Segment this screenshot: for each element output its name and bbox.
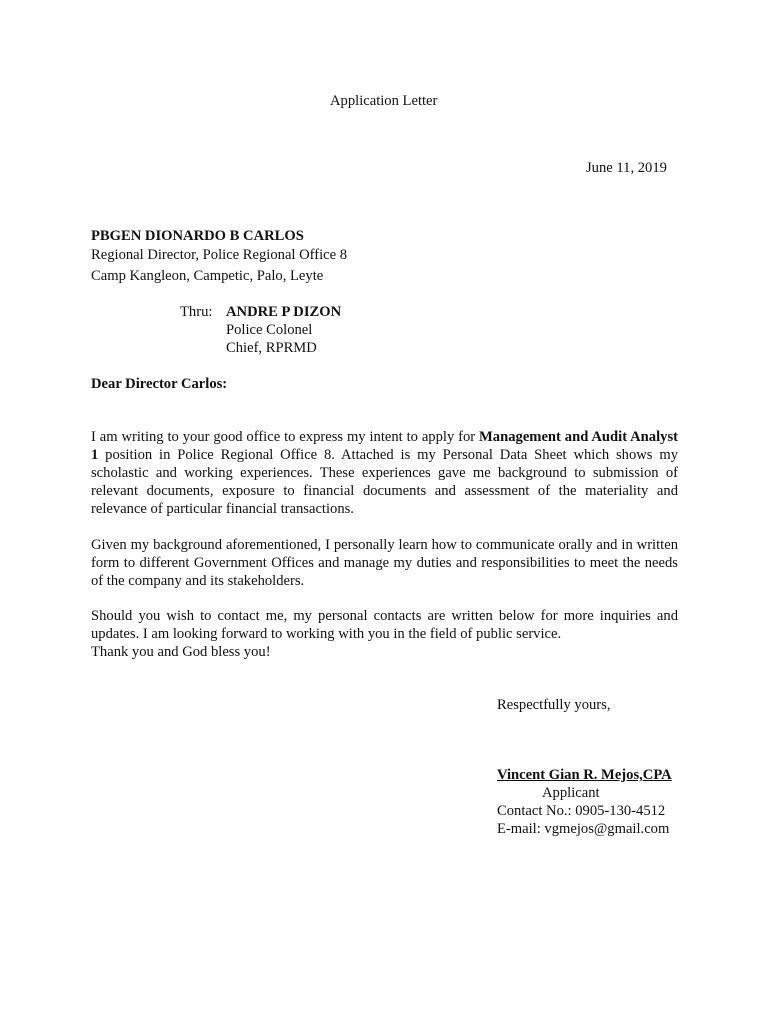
thru-office: Chief, RPRMD	[226, 340, 317, 356]
signature-contact: Contact No.: 0905-130-4512	[497, 803, 666, 819]
salutation: Dear Director Carlos:	[91, 376, 228, 392]
thru-label: Thru:	[180, 304, 213, 320]
recipient-address: Camp Kangleon, Campetic, Palo, Leyte	[91, 268, 324, 284]
thanks-line: Thank you and God bless you!	[91, 644, 271, 660]
paragraph-1-rest: position in Police Regional Office 8. Attached is my Personal Data Sheet which shows my scholastic and working experiences. These experiences gave me background to submission of relevant documents, exposure to financial documents and assessment of the materiality and relevance of particular financial transactions.	[91, 447, 678, 517]
letter-title: Application Letter	[330, 93, 438, 109]
recipient-name: PBGEN DIONARDO B CARLOS	[91, 228, 304, 244]
closing: Respectfully yours,	[497, 697, 611, 713]
body-paragraph-2: Given my background aforementioned, I personally learn how to communicate orally and in written form to different Government Offices and manage my duties and responsibilities to meet the needs of the company and its stakeholders.	[91, 537, 678, 589]
paragraph-3-text: Should you wish to contact me, my personal contacts are written below for more inquiries and updates. I am looking forward to working with you in the field of public service.	[91, 608, 678, 642]
signature-name: Vincent Gian R. Mejos,CPA	[497, 767, 672, 783]
paragraph-1-intro: I am writing to your good office to express my intent to apply for	[91, 429, 480, 445]
letter-date: June 11, 2019	[586, 160, 667, 176]
body-paragraph-1	[91, 428, 678, 518]
signature-role: Applicant	[542, 785, 600, 801]
position-title: Management and Audit Analyst 1	[91, 429, 678, 463]
recipient-position: Regional Director, Police Regional Office 8	[91, 247, 348, 263]
thru-rank: Police Colonel	[226, 322, 313, 338]
body-paragraph-3	[91, 607, 678, 661]
signature-email: E-mail: vgmejos@gmail.com	[497, 821, 670, 837]
thru-name: ANDRE P DIZON	[226, 304, 342, 320]
